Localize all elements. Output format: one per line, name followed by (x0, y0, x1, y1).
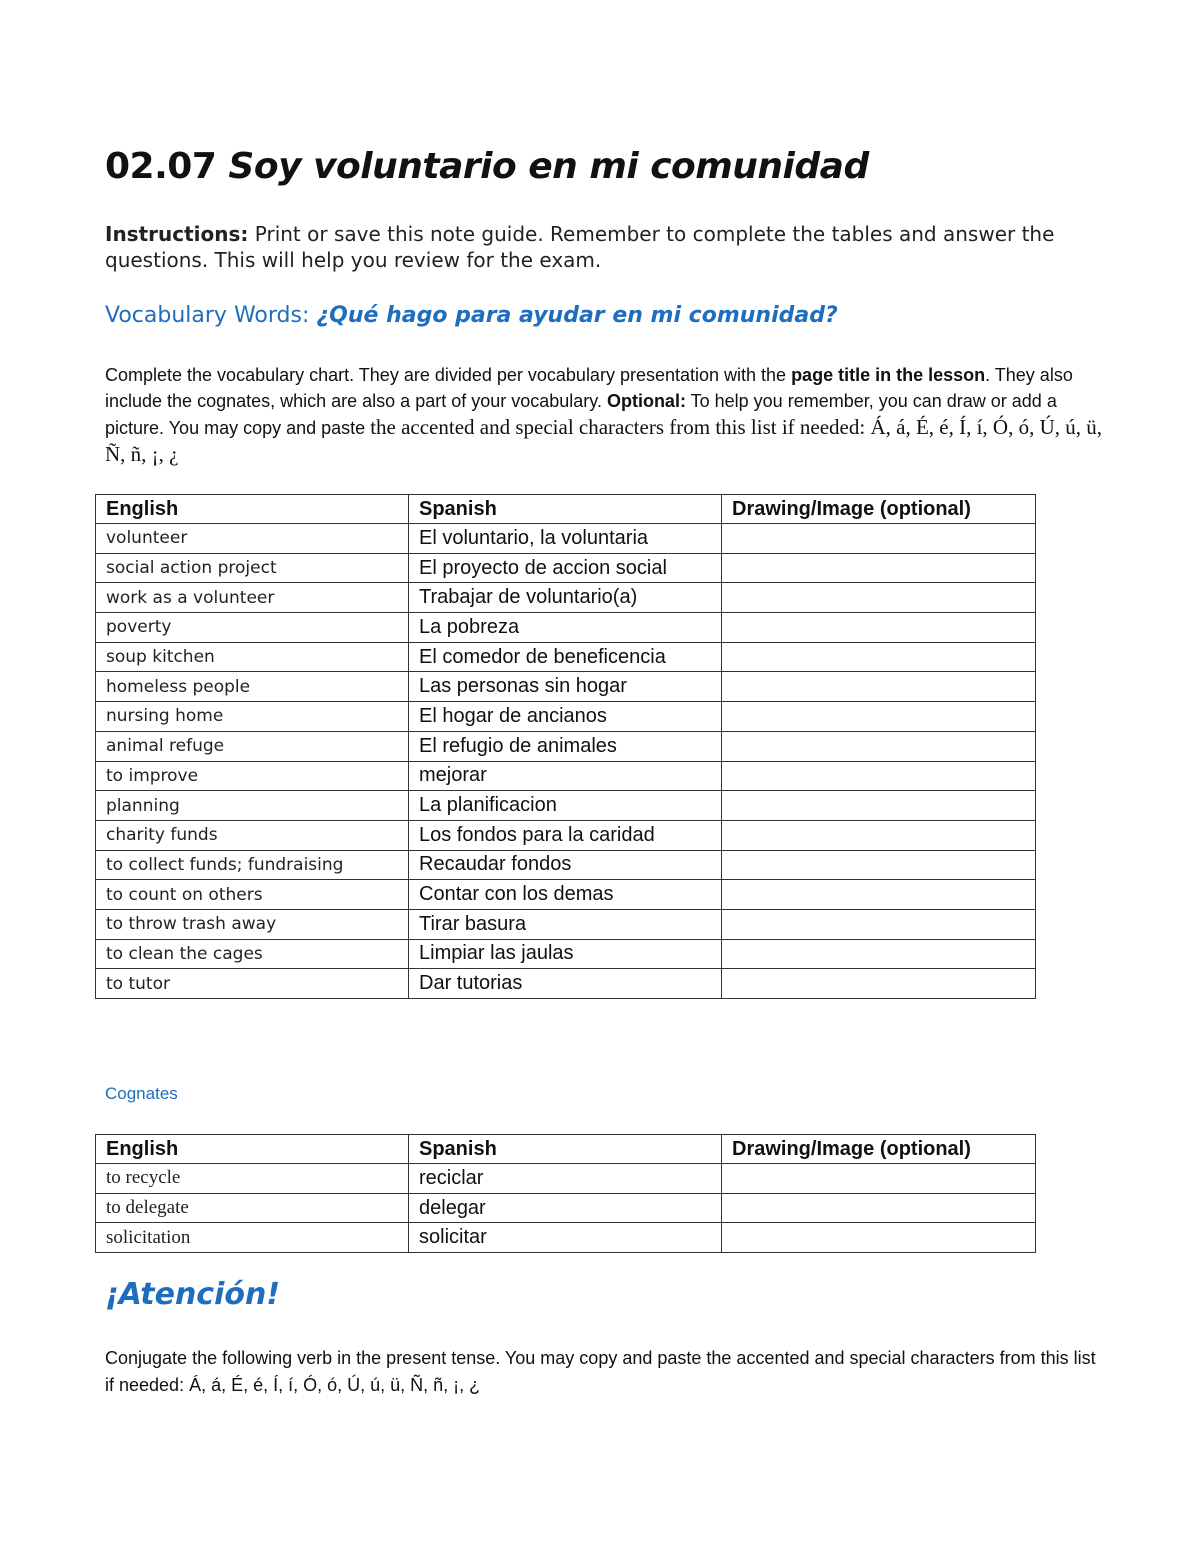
table-row (96, 939, 1036, 969)
vocabulary-heading-prefix: Vocabulary Words: (105, 303, 310, 328)
drawing-cell[interactable] (722, 553, 1036, 583)
table-row (96, 850, 1036, 880)
table-row (96, 791, 1036, 821)
spanish-cell[interactable]: La planificacion (409, 791, 722, 821)
drawing-cell[interactable] (722, 939, 1036, 969)
table-row (96, 642, 1036, 672)
spanish-cell[interactable]: Las personas sin hogar (409, 672, 722, 702)
drawing-cell[interactable] (722, 850, 1036, 880)
english-cell: to tutor (96, 969, 409, 999)
cognates-table (95, 1134, 1036, 1253)
conjugate-instructions: Conjugate the following verb in the present tense. You may copy and paste the accented and special characters from this list if needed: Á, á, É, é, Í, í, Ó, ó, Ú, ú, ü, Ñ, ñ, ¡, ¿ (105, 1348, 1096, 1395)
spanish-cell[interactable]: El voluntario, la voluntaria (409, 524, 722, 554)
header-english: English (96, 1135, 409, 1164)
english-cell: volunteer (96, 524, 409, 554)
spanish-cell[interactable]: delegar (409, 1193, 722, 1223)
vocabulary-instructions-emphasis: page title in the lesson (791, 365, 986, 385)
english-cell: to clean the cages (96, 939, 409, 969)
english-cell: solicitation (96, 1223, 409, 1253)
header-drawing: Drawing/Image (optional) (722, 495, 1036, 524)
table-row (96, 880, 1036, 910)
table-row (96, 820, 1036, 850)
drawing-cell[interactable] (722, 583, 1036, 613)
english-cell: soup kitchen (96, 642, 409, 672)
table-row (96, 909, 1036, 939)
spanish-cell[interactable]: El proyecto de accion social (409, 553, 722, 583)
spanish-cell[interactable]: Tirar basura (409, 909, 722, 939)
header-spanish: Spanish (409, 495, 722, 524)
spanish-cell[interactable]: El comedor de beneficencia (409, 642, 722, 672)
spanish-cell[interactable]: Contar con los demas (409, 880, 722, 910)
spanish-cell[interactable]: Limpiar las jaulas (409, 939, 722, 969)
english-cell: to throw trash away (96, 909, 409, 939)
table-row (96, 1164, 1036, 1194)
instructions (105, 221, 1115, 273)
spanish-cell[interactable]: Recaudar fondos (409, 850, 722, 880)
english-cell: poverty (96, 613, 409, 643)
english-cell: to count on others (96, 880, 409, 910)
drawing-cell[interactable] (722, 1164, 1036, 1194)
header-english: English (96, 495, 409, 524)
table-row (96, 553, 1036, 583)
spanish-cell[interactable]: Los fondos para la caridad (409, 820, 722, 850)
vocabulary-table (95, 494, 1036, 999)
header-drawing: Drawing/Image (optional) (722, 1135, 1036, 1164)
vocabulary-instructions-text: Complete the vocabulary chart. They are divided per vocabulary presentation with the (105, 365, 792, 385)
drawing-cell[interactable] (722, 761, 1036, 791)
table-row (96, 524, 1036, 554)
drawing-cell[interactable] (722, 820, 1036, 850)
table-header-row (96, 1135, 1036, 1164)
vocabulary-instructions-text: . They also include the cognates, which are also a part of your vocabulary. (105, 365, 1073, 411)
vocabulary-instructions (105, 362, 1105, 468)
spanish-cell[interactable]: La pobreza (409, 613, 722, 643)
table-row (96, 702, 1036, 732)
table-row (96, 583, 1036, 613)
table-row (96, 761, 1036, 791)
table-row (96, 1223, 1036, 1253)
spanish-cell[interactable]: Trabajar de voluntario(a) (409, 583, 722, 613)
spanish-cell[interactable]: reciclar (409, 1164, 722, 1194)
drawing-cell[interactable] (722, 969, 1036, 999)
table-row (96, 613, 1036, 643)
english-cell: work as a volunteer (96, 583, 409, 613)
english-cell: social action project (96, 553, 409, 583)
header-spanish: Spanish (409, 1135, 722, 1164)
drawing-cell[interactable] (722, 880, 1036, 910)
lesson-title: Soy voluntario en mi comunidad (228, 146, 869, 187)
english-cell: charity funds (96, 820, 409, 850)
drawing-cell[interactable] (722, 642, 1036, 672)
table-row (96, 731, 1036, 761)
drawing-cell[interactable] (722, 1223, 1036, 1253)
atencion-heading: ¡Atención! (105, 1277, 281, 1312)
page-title (105, 146, 869, 187)
english-cell: to recycle (96, 1164, 409, 1194)
drawing-cell[interactable] (722, 613, 1036, 643)
table-row (96, 969, 1036, 999)
cognates-label: Cognates (105, 1084, 178, 1103)
special-characters-list: the accented and special characters from this list if needed: Á, á, É, é, Í, í, Ó, ó, Ú, ú, ü, Ñ, ñ, ¡, ¿ (105, 415, 1103, 466)
english-cell: homeless people (96, 672, 409, 702)
spanish-cell[interactable]: Dar tutorias (409, 969, 722, 999)
drawing-cell[interactable] (722, 702, 1036, 732)
spanish-cell[interactable]: solicitar (409, 1223, 722, 1253)
spanish-cell[interactable]: El refugio de animales (409, 731, 722, 761)
drawing-cell[interactable] (722, 909, 1036, 939)
instructions-text: Print or save this note guide. Remember to complete the tables and answer the questions. This will help you review for the exam. (105, 222, 1055, 272)
optional-label: Optional: (606, 391, 686, 411)
english-cell: planning (96, 791, 409, 821)
drawing-cell[interactable] (722, 524, 1036, 554)
vocabulary-instructions-text: To help you remember, you can draw or add a picture. You may copy and paste (105, 391, 1057, 438)
drawing-cell[interactable] (722, 731, 1036, 761)
spanish-cell[interactable]: El hogar de ancianos (409, 702, 722, 732)
spanish-cell[interactable]: mejorar (409, 761, 722, 791)
english-cell: to collect funds; fundraising (96, 850, 409, 880)
drawing-cell[interactable] (722, 1193, 1036, 1223)
english-cell: nursing home (96, 702, 409, 732)
vocabulary-heading-question: ¿Qué hago para ayudar en mi comunidad? (316, 303, 838, 328)
english-cell: to delegate (96, 1193, 409, 1223)
table-row (96, 672, 1036, 702)
table-row (96, 1193, 1036, 1223)
vocabulary-heading (105, 303, 838, 328)
english-cell: animal refuge (96, 731, 409, 761)
drawing-cell[interactable] (722, 672, 1036, 702)
drawing-cell[interactable] (722, 791, 1036, 821)
english-cell: to improve (96, 761, 409, 791)
table-header-row (96, 495, 1036, 524)
instructions-label: Instructions: (105, 222, 249, 246)
lesson-number: 02.07 (105, 146, 217, 187)
